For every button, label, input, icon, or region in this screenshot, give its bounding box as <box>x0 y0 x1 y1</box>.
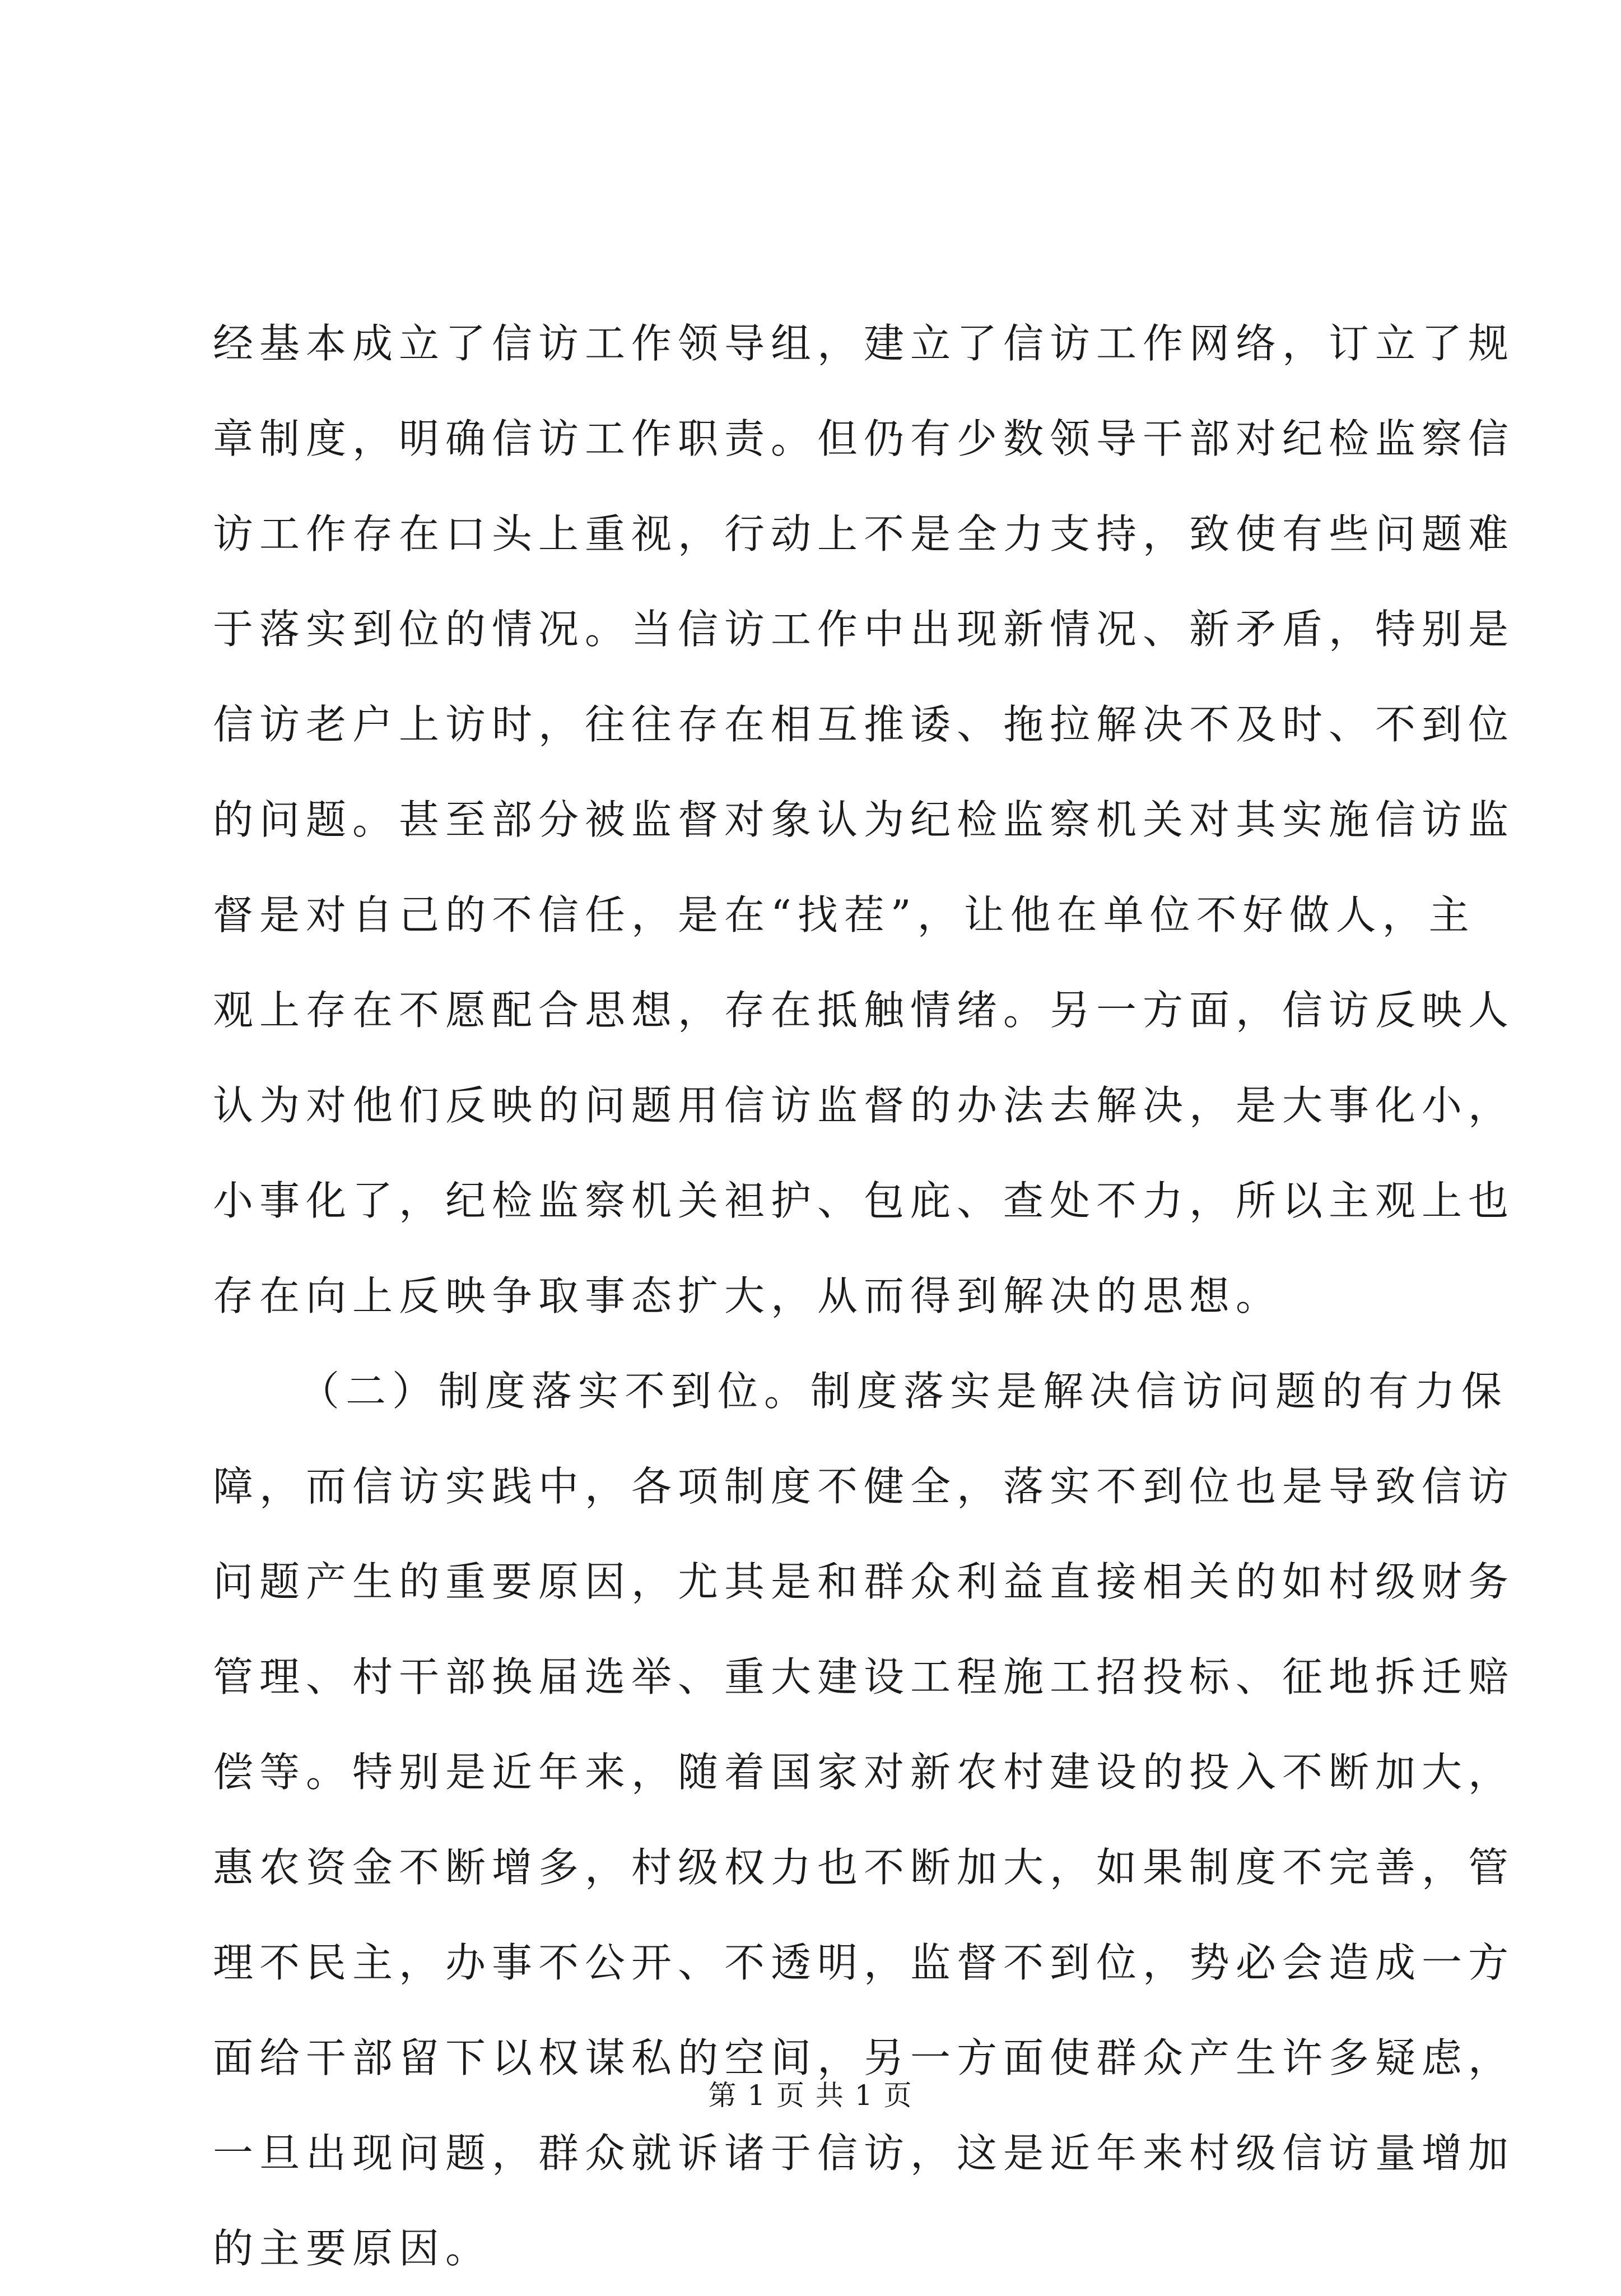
text-line: 障，而信访实践中，各项制度不健全，落实不到位也是导致信访 <box>213 1463 1515 1510</box>
page-number: 第 1 页 共 1 页 <box>708 2079 913 2112</box>
text-line: 存在向上反映争取事态扩大，从而得到解决的思想。 <box>213 1272 1283 1319</box>
text-line: （二）制度落实不到位。制度落实是解决信访问题的有力保 <box>299 1368 1508 1415</box>
page-footer <box>0 2073 1621 2118</box>
text-line: 偿等。特别是近年来，随着国家对新农村建设的投入不断加大， <box>213 1749 1515 1796</box>
paragraph-1 <box>213 296 1515 1344</box>
text-line: 小事化了，纪检监察机关袒护、包庇、查处不力，所以主观上也 <box>213 1177 1515 1224</box>
text-line: 督是对自己的不信任，是在“找茬”，让他在单位不好做人，主 <box>213 891 1475 938</box>
paragraph-2 <box>213 1344 1515 2296</box>
text-line: 一旦出现问题，群众就诉诸于信访，这是近年来村级信访量增加 <box>213 2130 1515 2177</box>
document-body <box>213 296 1515 2296</box>
text-line: 信访老户上访时，往往存在相互推诿、拖拉解决不及时、不到位 <box>213 701 1515 748</box>
text-line: 访工作存在口头上重视，行动上不是全力支持，致使有些问题难 <box>213 510 1515 557</box>
text-line: 观上存在不愿配合思想，存在抵触情绪。另一方面，信访反映人 <box>213 987 1515 1034</box>
text-line: 问题产生的重要原因，尤其是和群众利益直接相关的如村级财务 <box>213 1558 1515 1605</box>
text-line: 管理、村干部换届选举、重大建设工程施工招投标、征地拆迁赔 <box>213 1653 1515 1700</box>
text-line: 章制度，明确信访工作职责。但仍有少数领导干部对纪检监察信 <box>213 415 1515 462</box>
text-line: 于落实到位的情况。当信访工作中出现新情况、新矛盾，特别是 <box>213 606 1515 653</box>
text-line: 的主要原因。 <box>213 2225 492 2272</box>
text-line: 惠农资金不断增多，村级权力也不断加大，如果制度不完善，管 <box>213 1844 1515 1891</box>
text-line: 经基本成立了信访工作领导组，建立了信访工作网络，订立了规 <box>213 320 1515 367</box>
text-line: 认为对他们反映的问题用信访监督的办法去解决，是大事化小， <box>213 1082 1515 1129</box>
text-line: 的问题。甚至部分被监督对象认为纪检监察机关对其实施信访监 <box>213 796 1515 843</box>
text-line: 面给干部留下以权谋私的空间，另一方面使群众产生许多疑虑， <box>213 2034 1515 2081</box>
text-line: 理不民主，办事不公开、不透明，监督不到位，势必会造成一方 <box>213 1939 1515 1986</box>
